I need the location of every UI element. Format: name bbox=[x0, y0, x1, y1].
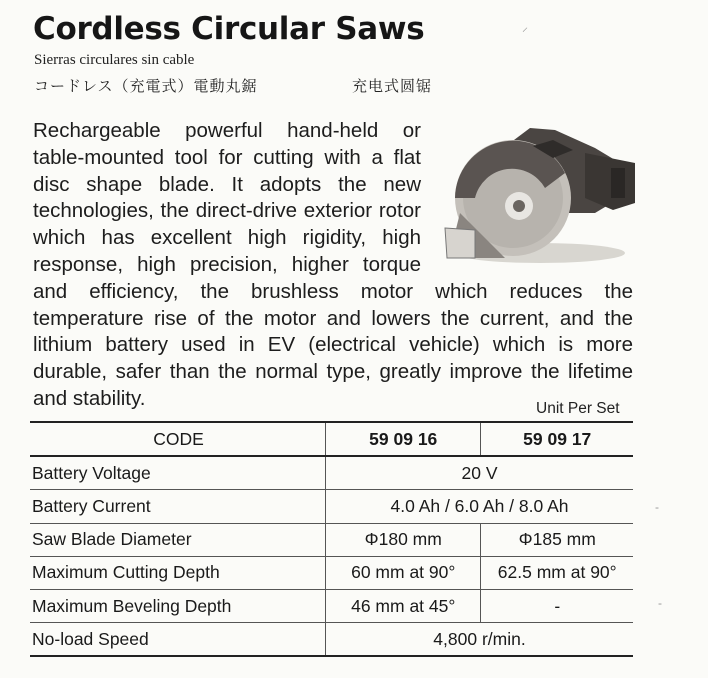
unit-label: Unit Per Set bbox=[536, 400, 620, 417]
row-value-a: 46 mm at 45° bbox=[326, 589, 481, 622]
table-row bbox=[30, 556, 633, 589]
code-header: CODE bbox=[30, 422, 326, 456]
scan-speck: ⸝ bbox=[522, 20, 529, 34]
row-value-b: Φ185 mm bbox=[481, 523, 633, 556]
row-value-b: 62.5 mm at 90° bbox=[481, 556, 633, 589]
row-value: 4,800 r/min. bbox=[326, 623, 634, 657]
row-value: 4.0 Ah / 6.0 Ah / 8.0 Ah bbox=[326, 490, 634, 523]
row-value-a: 60 mm at 90° bbox=[326, 556, 481, 589]
scan-speck: - bbox=[655, 500, 659, 514]
table-row bbox=[30, 456, 633, 490]
row-value-a: Φ180 mm bbox=[326, 523, 481, 556]
row-value: 20 V bbox=[326, 456, 634, 490]
table-row bbox=[30, 490, 633, 523]
specification-table bbox=[30, 421, 633, 657]
description-text: Rechargeable powerful hand-held or table-mounted tool for cutting with a flat disc shape blade. It adopts the new technologies, the direct-drive exterior rotor which has excellent high rigidity, high response, high precision, higher torque and efficiency, the brushless motor which reduces the temperature rise of the motor and lowers the current, and the lithium battery used in EV (electrical vehicle) which is more durable, safer than the normal type, greatly improve the lifetime and stability. bbox=[33, 119, 633, 410]
row-label: No-load Speed bbox=[30, 623, 326, 657]
page-title: Cordless Circular Saws bbox=[33, 11, 425, 47]
subtitle-chinese: 充电式圆锯 bbox=[352, 77, 433, 95]
row-label: Maximum Beveling Depth bbox=[30, 589, 326, 622]
code-59-09-16: 59 09 16 bbox=[326, 422, 481, 456]
row-label: Battery Current bbox=[30, 490, 326, 523]
row-label: Maximum Cutting Depth bbox=[30, 556, 326, 589]
row-label: Saw Blade Diameter bbox=[30, 523, 326, 556]
table-row bbox=[30, 589, 633, 622]
subtitle-asian-row bbox=[34, 75, 514, 99]
row-label: Battery Voltage bbox=[30, 456, 326, 490]
row-value-b: - bbox=[481, 589, 633, 622]
subtitle-japanese: コードレス（充電式）電動丸鋸 bbox=[34, 77, 258, 95]
subtitle-spanish: Sierras circulares sin cable bbox=[34, 52, 195, 68]
table-row bbox=[30, 523, 633, 556]
product-description bbox=[33, 118, 633, 413]
code-59-09-17: 59 09 17 bbox=[481, 422, 633, 456]
scan-speck: - bbox=[658, 596, 662, 610]
table-header-row bbox=[30, 422, 633, 456]
table-row bbox=[30, 623, 633, 657]
